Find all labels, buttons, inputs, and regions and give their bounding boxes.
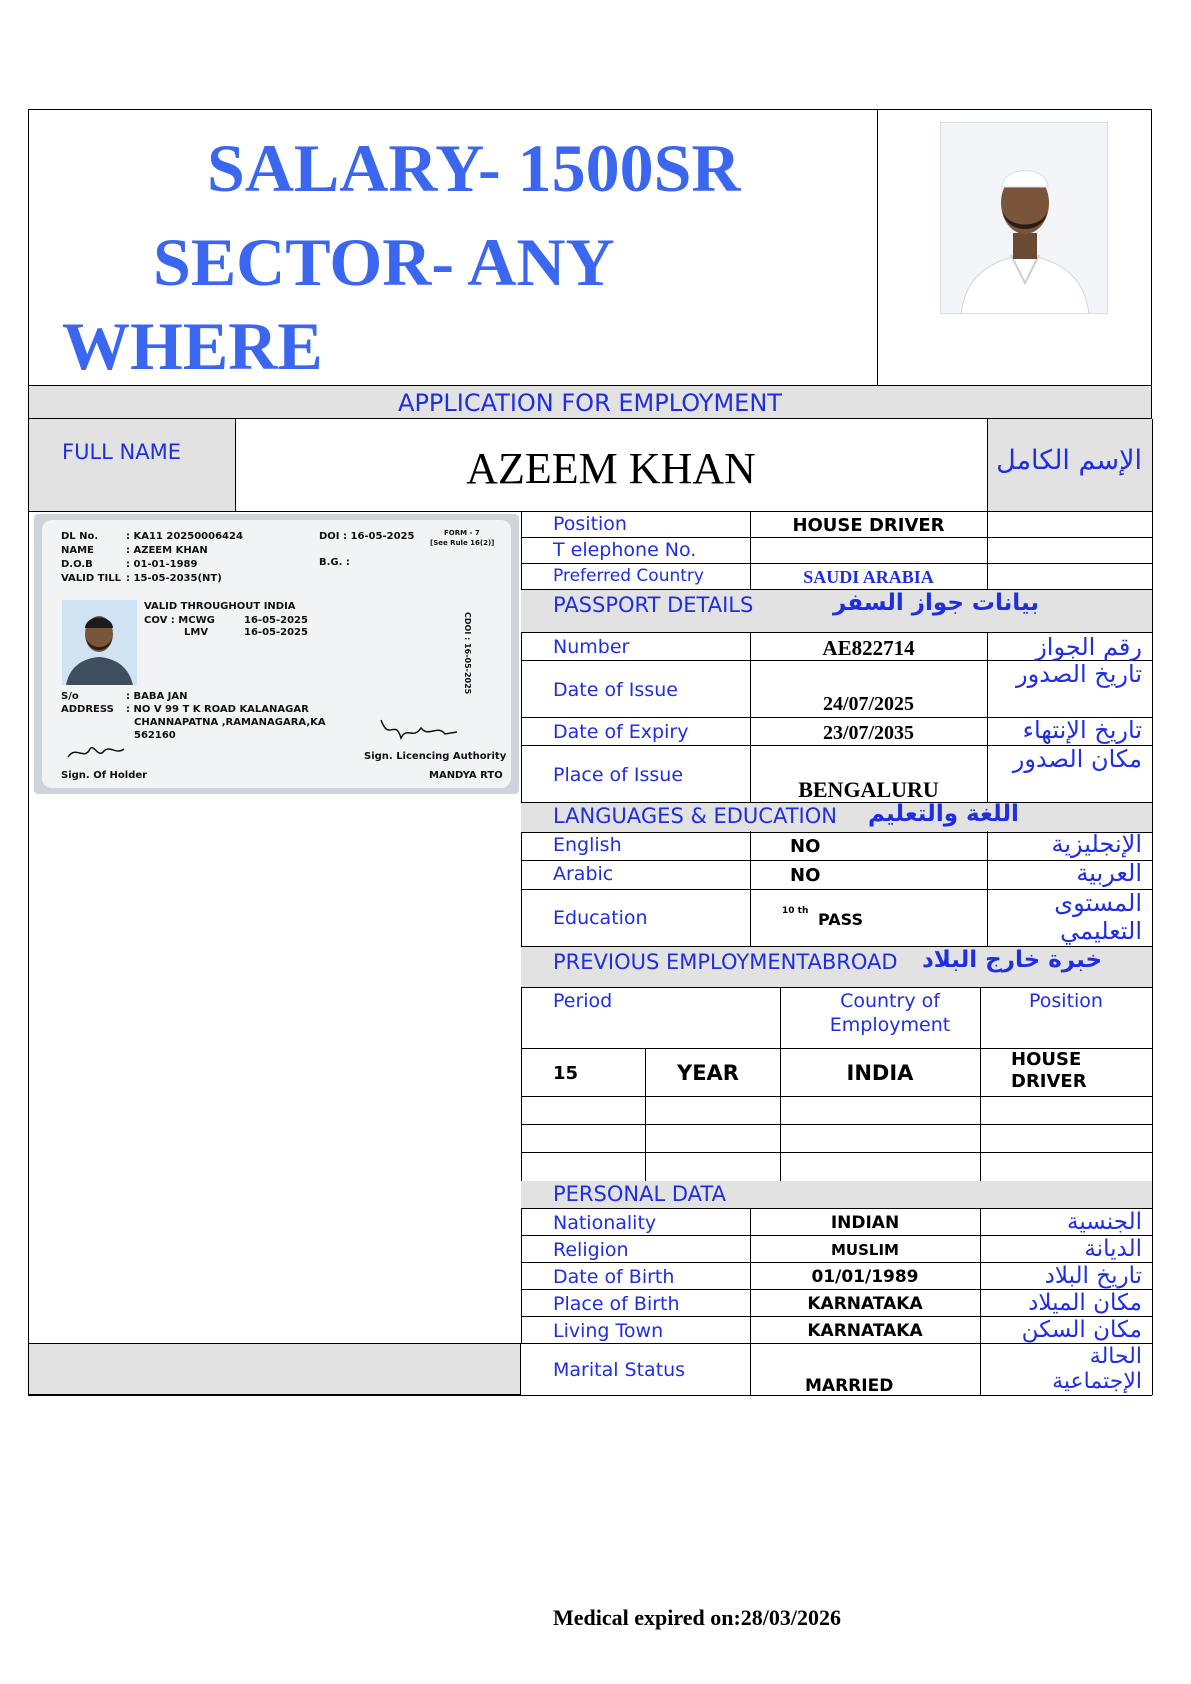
position-value: HOUSE DRIVER <box>792 515 945 536</box>
nationality-value: INDIAN <box>830 1213 900 1233</box>
lic-sign-holder: Sign. Of Holder <box>61 770 148 781</box>
lic-form: FORM - 7 <box>444 529 480 537</box>
employment-position: HOUSE DRIVER <box>1011 1049 1087 1092</box>
holder-signature <box>66 739 126 763</box>
languages-title-ar: اللغة والتعليم <box>868 801 1019 827</box>
employment-title: PREVIOUS EMPLOYMENTABROAD <box>553 950 898 974</box>
pob-label: Place of Birth <box>553 1293 680 1315</box>
nationality-label-ar: الجنسية <box>1067 1209 1142 1235</box>
period-number: 15 <box>553 1063 579 1084</box>
lic-doi: : 16-05-2025 <box>343 531 415 542</box>
issue-date-value: 24/07/2025 <box>822 693 915 715</box>
header-divider <box>877 109 878 385</box>
marital-status-value: MARRIED <box>805 1376 894 1396</box>
dob-label-ar: تاريخ البلاد <box>1044 1263 1142 1289</box>
employment-title-ar: خبرة خارج البلاد <box>922 947 1103 973</box>
lic-dl-no: : KA11 20250006424 <box>126 531 243 542</box>
lic-valid: : 15-05-2035(NT) <box>126 573 222 584</box>
passport-number-label: Number <box>553 636 630 658</box>
lic-side-code: CDOI : 16-05-2025 <box>463 612 472 695</box>
lic-so: : BABA JAN <box>126 691 188 702</box>
application-title: APPLICATION FOR EMPLOYMENT <box>28 385 1152 419</box>
living-town-label: Living Town <box>553 1320 664 1342</box>
religion-label-ar: الديانة <box>1084 1236 1142 1262</box>
education-label: Education <box>553 907 648 929</box>
arabic-label-ar: العربية <box>1076 859 1142 887</box>
marital-status-label-ar: الحالة الإجتماعية <box>1052 1344 1142 1395</box>
position-header: Position <box>1029 990 1103 1012</box>
lic-addr-1: : NO V 99 T K ROAD KALANAGAR <box>126 704 309 715</box>
education-value: PASS <box>818 910 863 929</box>
religion-label: Religion <box>553 1239 629 1261</box>
place-issue-label-ar: مكان الصدور <box>1012 745 1142 773</box>
left-bottom-cell <box>28 1343 521 1395</box>
issue-date-label: Date of Issue <box>553 679 678 701</box>
arabic-label: Arabic <box>553 863 614 885</box>
full-name-label: FULL NAME <box>62 440 181 464</box>
period-unit: YEAR <box>677 1061 739 1085</box>
lic-lmv: LMV <box>184 627 209 638</box>
lic-so-label: S/o <box>61 691 79 702</box>
religion-value: MUSLIM <box>831 1241 899 1259</box>
dob-value: 01/01/1989 <box>811 1267 919 1287</box>
english-value: NO <box>790 836 821 857</box>
marital-status-label: Marital Status <box>553 1359 686 1381</box>
telephone-label: T elephone No. <box>553 539 697 561</box>
passport-title: PASSPORT DETAILS <box>553 593 754 617</box>
salary-headline: SALARY- 1500SR <box>207 130 741 206</box>
lic-lmv-date: 16-05-2025 <box>244 627 308 638</box>
lic-dl-label: DL No. <box>61 531 99 542</box>
passport-number-value: AE822714 <box>822 636 915 660</box>
lic-cov: COV : MCWG <box>144 615 215 626</box>
arabic-value: NO <box>790 865 821 886</box>
lic-dob: : 01-01-1989 <box>126 559 198 570</box>
lic-addr-label: ADDRESS <box>61 704 114 715</box>
applicant-photo <box>940 122 1108 314</box>
lic-name: : AZEEM KHAN <box>126 545 208 556</box>
lic-dob-label: D.O.B <box>61 559 93 570</box>
issue-date-label-ar: تاريخ الصدور <box>1016 660 1142 688</box>
dob-label: Date of Birth <box>553 1266 675 1288</box>
lic-addr-2: CHANNAPATNA ,RAMANAGARA,KA <box>134 717 326 728</box>
lic-sign-authority: Sign. Licencing Authority <box>364 751 507 762</box>
expiry-date-label-ar: تاريخ الإنتهاء <box>1022 716 1142 744</box>
expiry-date-value: 23/07/2035 <box>822 722 915 744</box>
lic-rule: [See Rule 16(2)] <box>430 539 495 547</box>
full-name-label-cell <box>28 419 235 511</box>
position-label: Position <box>553 513 627 535</box>
lic-valid-label: VALID TILL <box>61 573 121 584</box>
lic-name-label: NAME <box>61 545 94 556</box>
employment-country: INDIA <box>846 1061 914 1085</box>
passport-title-ar: بيانات جواز السفر <box>833 590 1039 616</box>
place-issue-value: BENGALURU <box>798 777 939 802</box>
english-label: English <box>553 834 622 856</box>
pob-label-ar: مكان الميلاد <box>1028 1290 1142 1316</box>
lic-authority: MANDYA RTO <box>429 770 503 781</box>
expiry-date-label: Date of Expiry <box>553 721 689 743</box>
authority-signature <box>379 714 459 744</box>
full-name-value: AZEEM KHAN <box>466 444 756 493</box>
lic-addr-3: 562160 <box>134 730 176 741</box>
languages-title: LANGUAGES & EDUCATION <box>553 804 837 828</box>
sector-headline-cont: WHERE <box>62 308 323 384</box>
nationality-label: Nationality <box>553 1212 657 1234</box>
place-issue-label: Place of Issue <box>553 764 684 786</box>
living-town-value: KARNATAKA <box>807 1321 923 1341</box>
lic-valid-india: VALID THROUGHOUT INDIA <box>144 601 296 612</box>
country-header: Country of Employment <box>829 990 951 1036</box>
living-town-label-ar: مكان السكن <box>1021 1317 1142 1343</box>
education-label-ar: المستوى التعليمي <box>1054 889 1142 945</box>
preferred-country-label: Preferred Country <box>553 566 704 586</box>
driving-license-card <box>34 514 519 794</box>
english-label-ar: الإنجليزية <box>1051 830 1142 858</box>
period-header: Period <box>553 990 613 1012</box>
education-sup: 10 th <box>782 906 809 916</box>
personal-title: PERSONAL DATA <box>553 1182 726 1206</box>
sector-headline: SECTOR- ANY <box>153 224 615 300</box>
lic-doi-label: DOI <box>319 531 340 542</box>
license-photo <box>62 600 137 685</box>
preferred-country-value: SAUDI ARABIA <box>803 567 934 587</box>
full-name-label-ar: الإسم الكامل <box>996 445 1142 476</box>
lic-cov-date: 16-05-2025 <box>244 615 308 626</box>
passport-number-label-ar: رقم الجواز <box>1035 633 1142 661</box>
medical-expiry-note: Medical expired on:28/03/2026 <box>553 1605 842 1630</box>
pob-value: KARNATAKA <box>807 1294 923 1314</box>
lic-bg: B.G. : <box>319 557 350 568</box>
